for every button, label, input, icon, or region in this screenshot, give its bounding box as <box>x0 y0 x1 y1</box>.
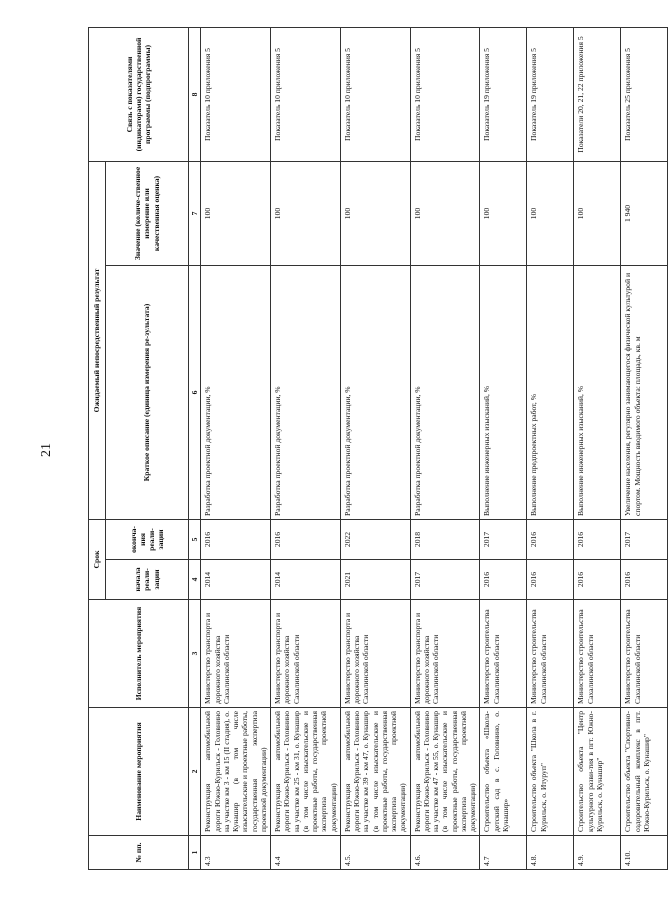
header-name: Наименование мероприятия <box>89 708 189 836</box>
row-executor: Министерство строительства Сахалинской области <box>621 600 668 708</box>
row-desc: Разработка проектной документации, % <box>410 265 480 519</box>
row-value: 100 <box>480 161 527 265</box>
row-value: 1 940 <box>621 161 668 265</box>
row-link: Показатель 19 приложения 5 <box>527 27 574 161</box>
row-link: Показатель 19 приложения 5 <box>480 27 527 161</box>
header-end: оконча-ния реали-зации <box>106 519 189 559</box>
row-link: Показатель 10 приложения 5 <box>271 27 341 161</box>
row-executor: Министерство транспорта и дорожного хозяйства Сахалинской области <box>410 600 480 708</box>
row-value: 100 <box>410 161 480 265</box>
table-row <box>527 27 574 869</box>
row-end: 2016 <box>574 519 621 559</box>
row-start: 2016 <box>527 560 574 600</box>
header-executor: Исполнитель мероприятия <box>89 600 189 708</box>
row-link: Показатель 25 приложения 5 <box>621 27 668 161</box>
column-number: 6 <box>189 265 201 519</box>
header-result: Ожидаемый непосредственный результат <box>89 161 106 519</box>
column-number: 1 <box>189 836 201 870</box>
row-desc: Увеличение населения, регулярно занимающегося физической культурой и спортом. Мощность вводимого объекта: площадь, кв. м <box>621 265 668 519</box>
row-value: 100 <box>574 161 621 265</box>
page-number: 21 <box>39 443 54 457</box>
row-end: 2017 <box>480 519 527 559</box>
table-row <box>621 27 668 869</box>
column-number: 3 <box>189 600 201 708</box>
header-desc: Краткое описание (единица измерения ре-зультата) <box>106 265 189 519</box>
row-executor: Министерство строительства Сахалинской области <box>480 600 527 708</box>
row-executor: Министерство транспорта и дорожного хозяйства Сахалинской области <box>340 600 410 708</box>
row-value: 100 <box>527 161 574 265</box>
column-number: 7 <box>189 161 201 265</box>
row-num: 4.5. <box>340 836 410 870</box>
row-desc: Выполнение инженерных изысканий, % <box>480 265 527 519</box>
row-start: 2016 <box>621 560 668 600</box>
row-name: Строительство объекта "Центр культурного разви-тия в пгт. Южно-Курильск, о. Кунашир" <box>574 708 621 836</box>
row-end: 2016 <box>201 519 271 559</box>
row-end: 2018 <box>410 519 480 559</box>
row-end: 2022 <box>340 519 410 559</box>
row-desc: Разработка проектной документации, % <box>271 265 341 519</box>
row-start: 2021 <box>340 560 410 600</box>
header-term: Срок <box>89 519 106 599</box>
row-name: Реконструкция автомобильной дороги Южно-Курильск - Головнино на участке км 25 - км 31, о. Кунашир (в том числе изыскательские и проектные работы, государственная экспертиза проектной документации) <box>271 708 341 836</box>
row-start: 2014 <box>271 560 341 600</box>
column-number: 2 <box>189 708 201 836</box>
row-desc: Выполнение инженерных изысканий, % <box>574 265 621 519</box>
row-start: 2017 <box>410 560 480 600</box>
row-num: 4.9. <box>574 836 621 870</box>
row-end: 2016 <box>527 519 574 559</box>
row-link: Показатель 10 приложения 5 <box>201 27 271 161</box>
row-desc: Разработка проектной документации, % <box>201 265 271 519</box>
row-name: Реконструкция автомобильной дороги Южно-Курильск - Головнино на участке км 47 - км 55, о. Кунашир (в том числе изыскательские и проектные работы, государственная экспертиза проектной документации) <box>410 708 480 836</box>
row-name: Реконструкция автомобильной дороги Южно-Курильск - Головнино на участке км 39 - км 47, о. Кунашир (в том числе изыскательские и проектные работы, государственная экспертиза проектной документации) <box>340 708 410 836</box>
row-link: Показатель 10 приложения 5 <box>340 27 410 161</box>
row-name: Строительство объекта «Школа-детский сад в с. Головнино, о. Кунашир» <box>480 708 527 836</box>
row-num: 4.7 <box>480 836 527 870</box>
table-row <box>574 27 621 869</box>
rotated-table-container <box>88 28 651 870</box>
row-executor: Министерство транспорта и дорожного хозяйства Сахалинской области <box>201 600 271 708</box>
row-num: 4.8. <box>527 836 574 870</box>
row-name: Строительство объекта "Спортивно-оздоровительный комплекс в пгт. Южно-Курильск, о. Кунашир" <box>621 708 668 836</box>
row-start: 2016 <box>574 560 621 600</box>
row-num: 4.10. <box>621 836 668 870</box>
header-start: начала реали-зации <box>106 560 189 600</box>
column-number: 4 <box>189 560 201 600</box>
table-row <box>271 27 341 869</box>
row-desc: Выполнение предпроектных работ, % <box>527 265 574 519</box>
row-name: Строительство объекта "Школа в г. Курильск, о. Итуруп" <box>527 708 574 836</box>
row-desc: Разработка проектной документации, % <box>340 265 410 519</box>
table-row <box>340 27 410 869</box>
header-link: Связь с показателями (индикаторами) государственной программы (подпрограммы) <box>89 27 189 161</box>
table-row <box>201 27 271 869</box>
column-number: 8 <box>189 27 201 161</box>
row-executor: Министерство строительства Сахалинской области <box>574 600 621 708</box>
column-number: 5 <box>189 519 201 559</box>
row-executor: Министерство строительства Сахалинской области <box>527 600 574 708</box>
measures-table <box>88 27 668 870</box>
row-start: 2014 <box>201 560 271 600</box>
row-num: 4.3 <box>201 836 271 870</box>
row-name: Реконструкция автомобильной дороги Южно-Курильск - Головнино на участке км 3 - км 15 (II стадия), о. Кунашир (в том числе изыскательские и проектные работы, государственная экспертиза проектной документации) <box>201 708 271 836</box>
row-link: Показатель 10 приложения 5 <box>410 27 480 161</box>
row-value: 100 <box>271 161 341 265</box>
row-start: 2016 <box>480 560 527 600</box>
row-end: 2016 <box>271 519 341 559</box>
row-num: 4.6. <box>410 836 480 870</box>
row-executor: Министерство транспорта и дорожного хозяйства Сахалинской области <box>271 600 341 708</box>
row-num: 4.4 <box>271 836 341 870</box>
column-number-row <box>189 27 201 869</box>
table-row <box>410 27 480 869</box>
table-row <box>480 27 527 869</box>
row-end: 2017 <box>621 519 668 559</box>
header-num: № пп. <box>89 836 189 870</box>
row-value: 100 <box>340 161 410 265</box>
row-value: 100 <box>201 161 271 265</box>
row-link: Показатели 20, 21, 22 приложения 5 <box>574 27 621 161</box>
header-value: Значение (количе-ственное измерение или качественная оценка) <box>106 161 189 265</box>
